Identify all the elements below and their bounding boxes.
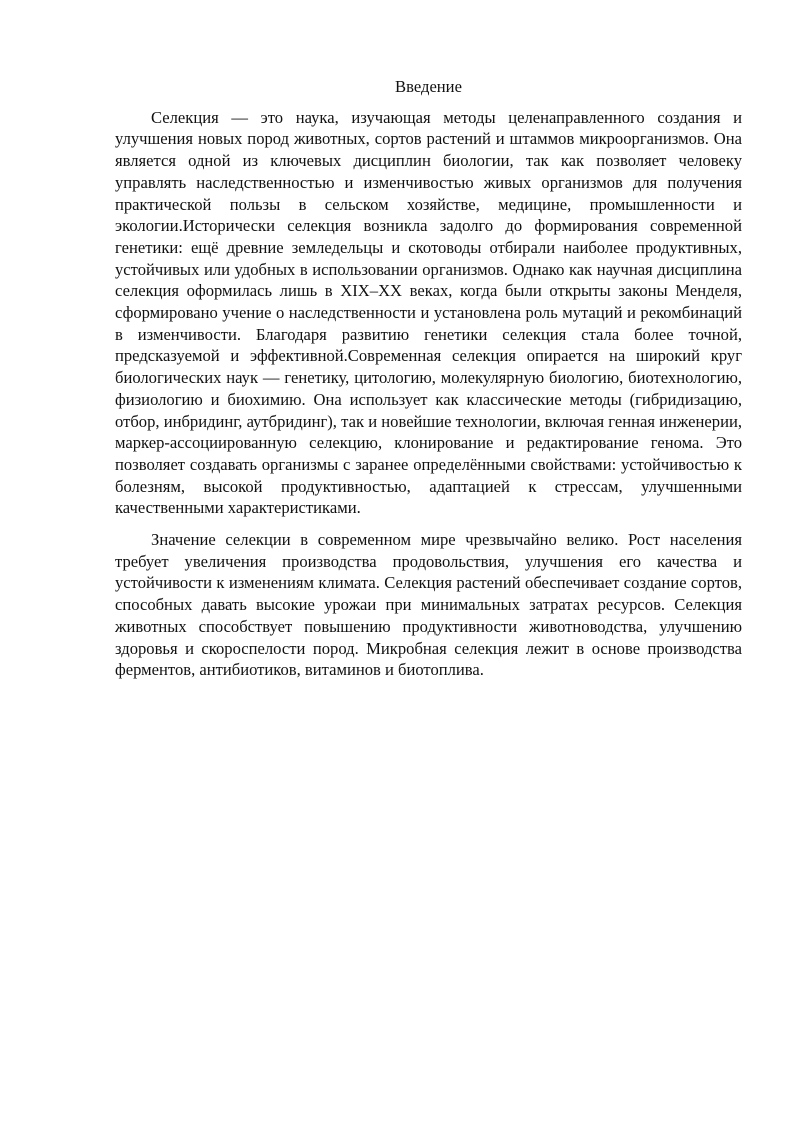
paragraph-intro: Селекция — это наука, изучающая методы целенаправленного создания и улучшения новых пород животных, сортов растений и штаммов микроорганизмов. Она является одной из ключевых дисциплин биологии, так как позволяет человеку управлять наследственностью и изменчивостью живых организмов для получения практической пользы в сельском хозяйстве, медицине, промышленности и экологии.Исторически селекция возникла задолго до формирования современной генетики: ещё древние земледельцы и скотоводы отбирали наиболее продуктивных, устойчивых или удобных в использовании организмов. Однако как научная дисциплина селекция оформилась лишь в XIX–XX веках, когда были открыты законы Менделя, сформировано учение о наследственности и установлена роль мутаций и рекомбинаций в изменчивости. Благодаря развитию генетики селекция стала более точной, предсказуемой и эффективной.Современная селекция опирается на широкий круг биологических наук — генетику, цитологию, молекулярную биологию, биотехнологию, физиологию и биохимию. Она использует как классические методы (гибридизацию, отбор, инбридинг, аутбридинг), так и новейшие технологии, включая генная инженерии, маркер-ассоциированную селекцию, клонирование и редактирование генома. Это позволяет создавать организмы с заранее определёнными свойствами: устойчивостью к болезням, высокой продуктивностью, адаптацией к стрессам, улучшенными качественными характеристиками. — [115, 107, 742, 518]
document-body — [115, 76, 742, 691]
paragraph-significance: Значение селекции в современном мире чрезвычайно велико. Рост населения требует увеличения производства продовольствия, улучшения его качества и устойчивости к изменениям климата. Селекция растений обеспечивает создание сортов, способных давать высокие урожаи при минимальных затратах ресурсов. Селекция животных способствует повышению продуктивности животноводства, улучшению здоровья и скороспелости пород. Микробная селекция лежит в основе производства ферментов, антибиотиков, витаминов и биотоплива. — [115, 530, 742, 680]
document-title: Введение — [395, 77, 462, 96]
